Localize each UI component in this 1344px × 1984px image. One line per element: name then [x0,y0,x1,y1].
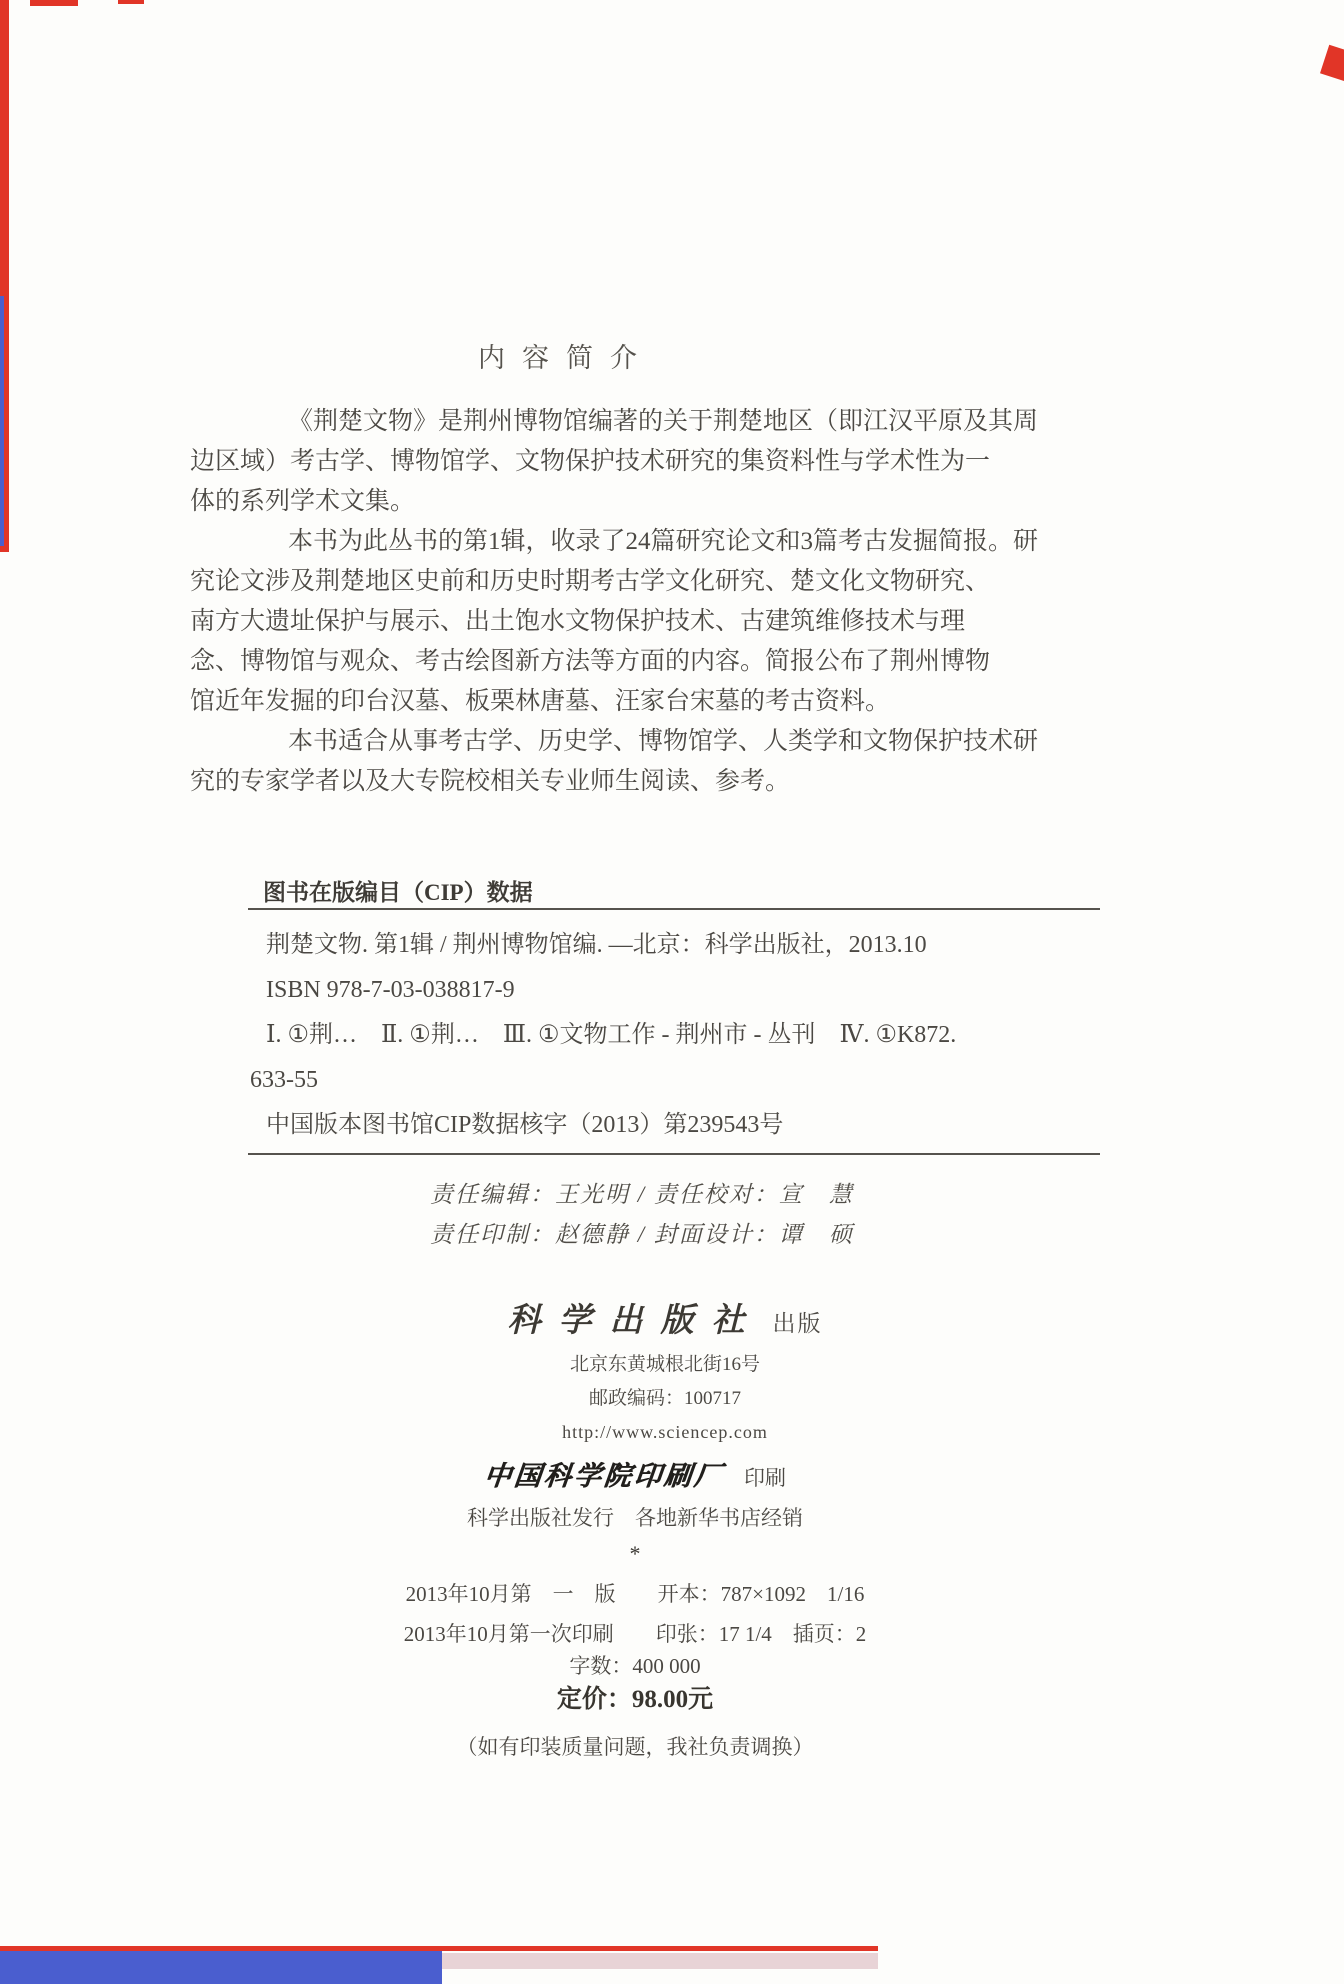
cip-rule-bottom [248,1153,1100,1155]
intro-paragraph-line: 《荆楚文物》是荆州博物馆编著的关于荆楚地区（即江汉平原及其周 [288,408,1039,435]
press-website: http://www.sciencep.com [562,1422,768,1442]
cip-heading: 图书在版编目（CIP）数据 [263,880,533,905]
cip-classification-line: Ⅰ. ①荆… Ⅱ. ①荆… Ⅲ. ①文物工作 - 荆州市 - 丛刊 Ⅳ. ①K872. [266,1022,957,1048]
printer-role: 印刷 [744,1466,786,1490]
printer-name: 中国科学院印刷厂 [482,1461,726,1491]
staff-credits [430,1175,1030,1255]
scan-artifact-bottom-pink [442,1953,878,1969]
intro-paragraph-line: 南方大遗址保护与展示、出土饱水文物保护技术、古建筑维修技术与理 [190,608,966,635]
scan-artifact-left-blue [0,296,4,546]
word-count-line: 字数：400 000 [569,1654,701,1678]
press-address: 北京东黄城根北街16号 [569,1354,760,1375]
printing-line: 2013年10月第一次印刷 印张：17 1/4 插页：2 [403,1622,867,1646]
staff-design-line: 责任印制：赵德静 / 封面设计：谭 硕 [430,1222,854,1247]
press-name: 科学出版社 [507,1303,763,1339]
scan-artifact-bottom-blue [0,1951,442,1984]
cip-body [250,923,1110,1148]
scan-artifact-top-tick [30,0,78,6]
intro-paragraph-line: 边区域）考古学、博物馆学、文物保护技术研究的集资料性与学术性为一 [190,448,991,475]
edition-line: 2013年10月第 一 版 开本：787×1092 1/16 [405,1582,865,1606]
printer-line [190,1458,1080,1494]
intro-paragraph-line: 本书适合从事考古学、历史学、博物馆学、人类学和文物保护技术研 [288,728,1039,755]
cip-classification-continued: 633-55 [250,1067,318,1093]
press-role: 出版 [772,1311,823,1336]
intro-paragraph-line: 究的专家学者以及大专院校相关专业师生阅读、参考。 [190,768,791,795]
press-line [190,1298,1140,1344]
intro-paragraph-line: 本书为此丛书的第1辑，收录了24篇研究论文和3篇考古发掘简报。研 [288,528,1039,555]
intro-body [190,402,1090,802]
distribution-line: 科学出版社发行 各地新华书店经销 [467,1506,803,1530]
cip-isbn-line: ISBN 978-7-03-038817-9 [266,977,515,1003]
scan-artifact-top-tick [118,0,144,4]
intro-paragraph-line: 体的系列学术文集。 [190,488,416,515]
press-postcode: 邮政编码：100717 [588,1388,741,1409]
cip-title-line: 荆楚文物. 第1辑 / 荆州博物馆编. —北京：科学出版社，2013.10 [266,932,927,958]
price-line: 定价：98.00元 [556,1686,714,1713]
cip-registration-line: 中国版本图书馆CIP数据核字（2013）第239543号 [266,1112,784,1138]
divider-star: * [629,1541,641,1566]
staff-editors-line: 责任编辑：王光明 / 责任校对：宣 慧 [430,1182,854,1207]
intro-paragraph-line: 馆近年发掘的印台汉墓、板栗林唐墓、汪家台宋墓的考古资料。 [190,688,891,715]
cip-rule-top [248,908,1100,910]
intro-paragraph-line: 究论文涉及荆楚地区史前和历史时期考古学文化研究、楚文化文物研究、 [190,568,991,595]
scan-artifact-top-right [1320,45,1344,82]
quality-note-line: （如有印装质量问题，我社负责调换） [456,1735,814,1759]
intro-heading: 内容简介 [478,343,654,373]
intro-paragraph-line: 念、博物馆与观众、考古绘图新方法等方面的内容。简报公布了荆州博物 [190,648,991,675]
